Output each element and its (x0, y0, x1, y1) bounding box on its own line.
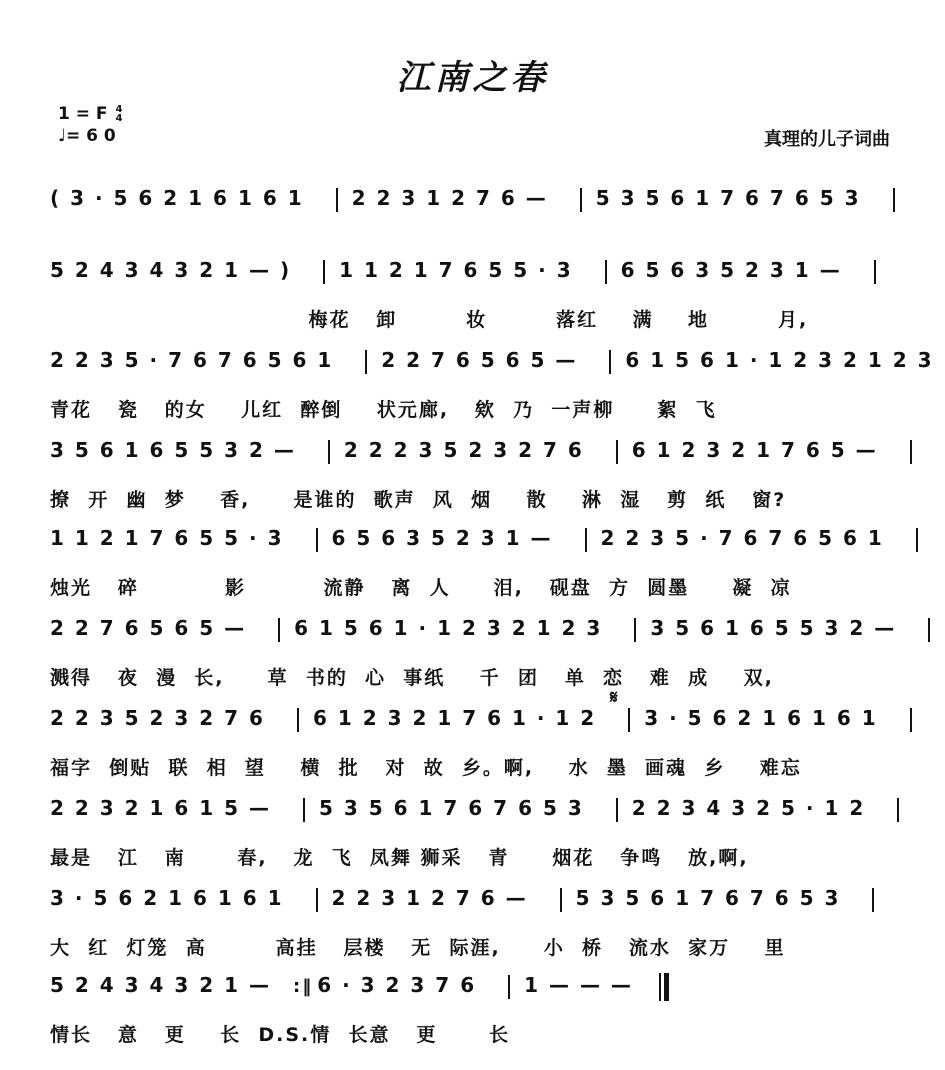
barline (910, 440, 912, 464)
lyric-line: 梅花 卸 妆 落红 满 地 月, (50, 309, 809, 331)
staff-row (50, 795, 895, 885)
measure: 2 2 3 4 3 2 5 · 1 2 (631, 796, 866, 820)
lyric-line: 最是 江 南 春, 龙 飞 凤舞 狮采 青 烟花 争鸣 放,啊, (50, 847, 749, 869)
barline (303, 798, 305, 822)
barline (605, 260, 607, 284)
barline (316, 528, 318, 552)
lyric-line: 大 红 灯笼 高 高挂 层楼 无 际涯, 小 桥 流水 家万 里 (50, 937, 786, 959)
final-barline-thick (664, 973, 669, 1001)
barline (278, 618, 280, 642)
measure: 2 2 3 1 2 7 6 — (331, 886, 528, 910)
measure: 5 2 4 3 4 3 2 1 — ) (50, 258, 292, 282)
barline (928, 618, 930, 642)
notes-line (50, 705, 895, 732)
barline (508, 975, 510, 999)
song-title: 江南之春 (396, 58, 549, 98)
measure: 6 1 5 6 1 · 1 2 3 2 1 2 3 (625, 348, 934, 372)
key-signature (58, 103, 122, 147)
notes-line (50, 795, 895, 822)
measure: 6 · 3 2 3 7 6 (317, 973, 477, 997)
measure: 1 1 2 1 7 6 5 5 · 3 (50, 526, 284, 550)
barline (897, 798, 899, 822)
notes-line (50, 885, 895, 912)
measure: 6 1 2 3 2 1 7 6 5 — (631, 438, 878, 462)
measure: 1 — — — (524, 973, 633, 997)
barline (634, 618, 636, 642)
lyric-line: 情长 意 更 长 D.S.情 长意 更 长 (50, 1024, 511, 1046)
barline (916, 528, 918, 552)
measure: 6 1 5 6 1 · 1 2 3 2 1 2 3 (294, 616, 603, 640)
staff-row (50, 525, 895, 615)
barline (616, 440, 618, 464)
staff-row (50, 437, 895, 527)
notes-line (50, 615, 895, 642)
lyric-line: 福字 倒贴 联 相 望 横 批 对 故 乡。啊, 水 墨 画魂 乡 难忘 (50, 757, 802, 779)
lyric-line: 青花 瓷 的女 儿红 醉倒 状元廊, 欸 乃 一声柳 絮 飞 (50, 399, 717, 421)
measure: 6 5 6 3 5 2 3 1 — (331, 526, 553, 550)
staff-row (50, 705, 895, 795)
notes-line (50, 525, 895, 552)
lyric-line: 溅得 夜 漫 长, 草 书的 心 事纸 千 团 单 恋 难 成 双, (50, 667, 774, 689)
segno-sign: 𝄋 (610, 687, 618, 708)
barline (872, 888, 874, 912)
measure: 5 3 5 6 1 7 6 7 6 5 3 (595, 186, 861, 210)
staff-row (50, 972, 895, 1062)
barline (297, 708, 299, 732)
barline (323, 260, 325, 284)
barline (616, 798, 618, 822)
barline (628, 708, 630, 732)
measure: 2 2 3 5 · 7 6 7 6 5 6 1 (600, 526, 884, 550)
barline (560, 888, 562, 912)
notes-line (50, 257, 895, 284)
measure: 2 2 3 1 2 7 6 — (351, 186, 548, 210)
barline (585, 528, 587, 552)
time-signature: 4 4 (115, 104, 123, 124)
measure: 2 2 7 6 5 6 5 — (381, 348, 578, 372)
repeat-sign: :‖ (293, 975, 314, 997)
barline (874, 260, 876, 284)
measure: 2 2 3 2 1 6 1 5 — (50, 796, 272, 820)
barline (893, 188, 895, 212)
notes-line (50, 437, 895, 464)
measure: 5 2 4 3 4 3 2 1 — (50, 973, 272, 997)
measure: 2 2 2 3 5 2 3 2 7 6 (343, 438, 584, 462)
measure: 3 5 6 1 6 5 5 3 2 — (650, 616, 897, 640)
tempo-marking: ♩= 6 0 (58, 126, 116, 146)
measure: 6 1 2 3 2 1 7 6 1 · 1 2 (312, 706, 597, 730)
measure: 5 3 5 6 1 7 6 7 6 5 3 (319, 796, 584, 820)
staff-row (50, 885, 895, 975)
measure: 2 2 3 5 2 3 2 7 6 (50, 706, 265, 730)
key-label: 1 = F (58, 104, 108, 124)
author-credit: 真理的儿子词曲 (764, 129, 890, 150)
measure: 3 · 5 6 2 1 6 1 6 1 (50, 886, 284, 910)
barline (609, 350, 611, 374)
notes-line (50, 972, 895, 1001)
staff-row (50, 347, 934, 437)
barline (316, 888, 318, 912)
measure: 3 · 5 6 2 1 6 1 6 1 (644, 706, 878, 730)
notes-line (50, 347, 934, 374)
barline (328, 440, 330, 464)
lyric-line: 烛光 碎 影 流静 离 人 泪, 砚盘 方 圆墨 凝 凉 (50, 577, 792, 599)
measure: 2 2 7 6 5 6 5 — (50, 616, 247, 640)
barline (910, 708, 912, 732)
staff-row (50, 615, 895, 705)
barline (580, 188, 582, 212)
lyric-line: 撩 开 幽 梦 香, 是谁的 歌声 风 烟 散 淋 湿 剪 纸 窗? (50, 489, 787, 511)
notes-line (50, 185, 895, 212)
measure: 3 5 6 1 6 5 5 3 2 — (50, 438, 296, 462)
barline (336, 188, 338, 212)
measure: 6 5 6 3 5 2 3 1 — (620, 258, 842, 282)
staff-row (50, 257, 895, 347)
measure: 2 2 3 5 · 7 6 7 6 5 6 1 (50, 348, 334, 372)
measure: 5 3 5 6 1 7 6 7 6 5 3 (575, 886, 841, 910)
measure: ( 3 · 5 6 2 1 6 1 6 1 (50, 186, 304, 210)
final-barline (659, 973, 661, 1001)
measure: 1 1 2 1 7 6 5 5 · 3 (339, 258, 573, 282)
barline (365, 350, 367, 374)
